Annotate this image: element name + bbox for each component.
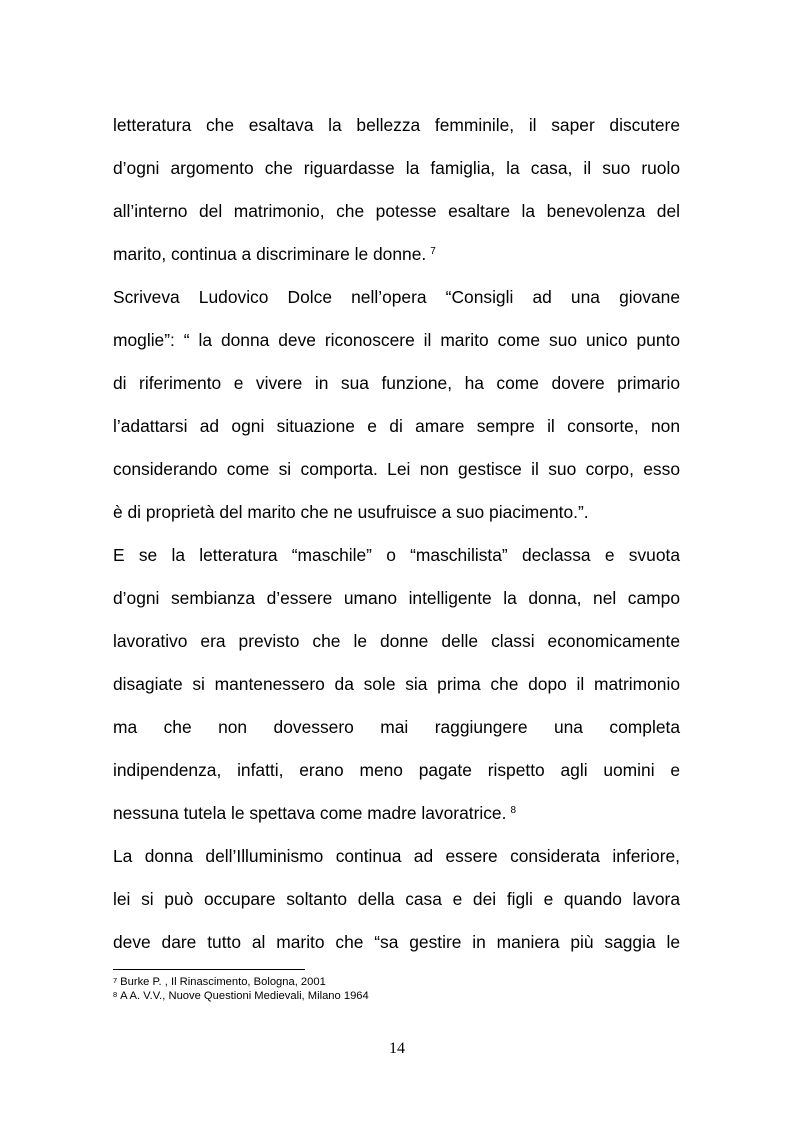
body-line: d’ogni sembianza d’essere umano intelligente la donna, nel campo [113, 588, 680, 608]
body-line: deve dare tutto al marito che “sa gestire in maniera più saggia le [113, 932, 680, 952]
footnote-divider [113, 969, 305, 970]
body-line: La donna dell’Illuminismo continua ad essere considerata inferiore, [113, 846, 680, 866]
body-line: considerando come si comporta. Lei non gestisce il suo corpo, esso [113, 459, 680, 479]
footnote-text: Burke P. , Il Rinascimento, Bologna, 2001 [120, 976, 326, 988]
body-line: d’ogni argomento che riguardasse la famiglia, la casa, il suo ruolo [113, 158, 680, 178]
footnotes [113, 975, 680, 1003]
body-line: lei si può occupare soltanto della casa e dei figli e quando lavora [113, 889, 680, 909]
body-line: nessuna tutela le spettava come madre lavoratrice. $^8$ [113, 803, 516, 823]
body-line: all’interno del matrimonio, che potesse esaltare la benevolenza del [113, 201, 680, 221]
page-number: 14 [389, 1040, 405, 1057]
body-line: E se la letteratura “maschile” o “maschilista” declassa e svuota [113, 545, 680, 565]
body-line: ma che non dovessero mai raggiungere una completa [113, 717, 680, 737]
footnote-number: 7 [113, 976, 118, 985]
body-line: lavorativo era previsto che le donne delle classi economicamente [113, 631, 680, 651]
body-line: è di proprietà del marito che ne usufruisce a suo piacimento.”. [113, 502, 589, 522]
body-line: letteratura che esaltava la bellezza femminile, il saper discutere [113, 115, 680, 135]
footnote-ref: 8 [510, 805, 516, 816]
body-line: moglie”: “ la donna deve riconoscere il marito come suo unico punto [113, 330, 680, 350]
body-line: disagiate si mantenessero da sole sia prima che dopo il matrimonio [113, 674, 680, 694]
footnote-number: 8 [113, 990, 118, 999]
body-line: di riferimento e vivere in sua funzione, ha come dovere primario [113, 373, 680, 393]
footnote-text: A A. V.V., Nuove Questioni Medievali, Milano 1964 [120, 990, 369, 1002]
footnote [113, 975, 680, 989]
footnote-ref: 7 [430, 246, 436, 257]
body-line: l’adattarsi ad ogni situazione e di amare sempre il consorte, non [113, 416, 680, 436]
body-line: marito, continua a discriminare le donne. $^7$ [113, 244, 436, 264]
body-line: Scriveva Ludovico Dolce nell’opera “Consigli ad una giovane [113, 287, 680, 307]
body-text [113, 110, 680, 970]
body-line: indipendenza, infatti, erano meno pagate rispetto agli uomini e [113, 760, 680, 780]
footnote [113, 989, 680, 1003]
